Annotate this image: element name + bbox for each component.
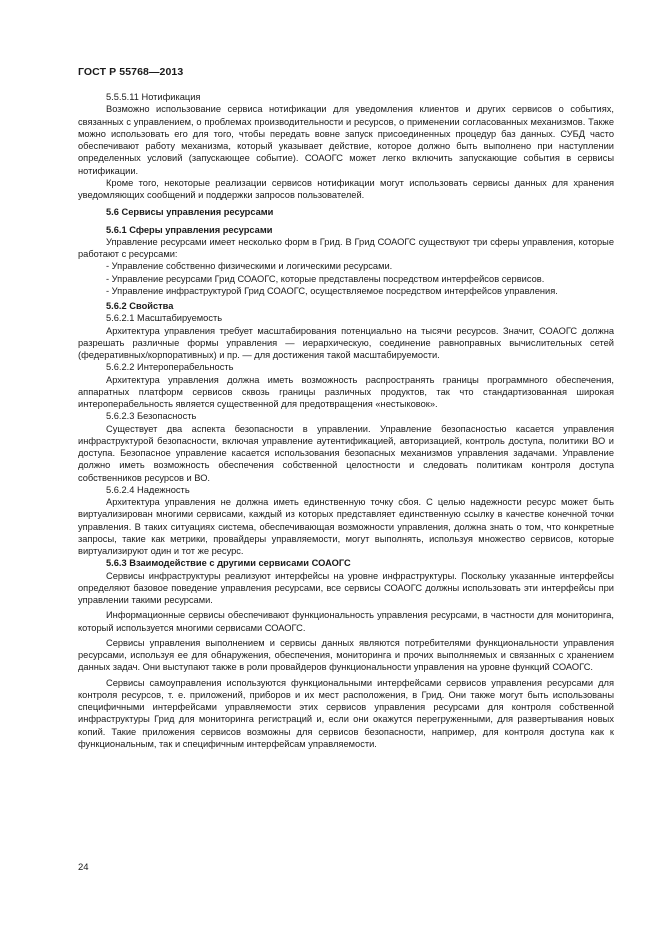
list-item: - Управление собственно физическими и логическими ресурсами.: [106, 261, 393, 272]
paragraph: Возможно использование сервиса нотификации для уведомления клиентов и других сервисов о событиях, связанных с управлением, о проблемах производительности и ресурсов, о применении согласованных механизмов. Также можно использовать его для того, чтобы передать вовне запуск присоединенных процедур баз данных. СУБД часто обеспечивают работу механизма, который указывает действие, которое должно быть выполнено при наступлении определенных условий (запускающее событие). СОАОГС может легко включить запускающие события в сервисы нотификации.: [78, 104, 614, 176]
document-header: ГОСТ Р 55768—2013: [78, 66, 184, 78]
section-heading-5-6: 5.6 Сервисы управления ресурсами: [106, 207, 274, 218]
paragraph: Существует два аспекта безопасности в управлении. Управление безопасностью касается управления инфраструктурой безопасности, включая управление аутентификацией, авторизацией, контроль доступа, политики ВО и доступа. Безопасное управление касается использования безопасных механизмов управления задачами. Управление должно иметь возможность обеспечения собственной целостности и следовать политикам контроля доступа собственников ресурсов и ВО.: [78, 423, 614, 483]
section-heading-5-5-5-11: 5.5.5.11 Нотификация: [106, 92, 201, 102]
page-number: 24: [78, 862, 89, 873]
section-heading-5-6-2-2: 5.6.2.2 Интероперабельность: [106, 362, 234, 373]
document-body: [78, 91, 614, 750]
paragraph: Архитектура управления требует масштабирования потенциально на тысячи ресурсов. Значит, СОАОГС должна разрешать различные формы управления — иерархическую, соединение равноправных вычислительных сетей (федеративных/корпоративных) и пр. — для достижения такой масштабируемости.: [78, 325, 614, 360]
paragraph: Сервисы самоуправления используются функциональными интерфейсами сервисов управления ресурсами для контроля ресурсов, т. е. приложений, приборов и их мест расположения, в Грид. Они также могут быть использованы специфичными интерфейсами управляемости этих сервисов управления ресурсами для контроля собственной инфраструктуры Грид для мониторинга регистраций и, если они окажутся перегруженными, для развертывания новых копий. Такие приложения сервисов возможны для сервисов безопасности, например, для контроля доступа как к функциональным, так и специфичным интерфейсам управляемости.: [78, 677, 614, 749]
paragraph: Сервисы управления выполнением и сервисы данных являются потребителями функциональности управления ресурсами, используя ее для обнаружения, обеспечения, мониторинга и прочих выполняемых и связанных с хранением данных задач. Они выступают также в роли провайдеров функциональности управления на уровне функций СОАОГС.: [78, 637, 614, 673]
paragraph: Управление ресурсами имеет несколько форм в Грид. В Грид СОАОГС существуют три сферы управления, которые работают с ресурсами:: [78, 236, 614, 259]
paragraph: Архитектура управления не должна иметь единственную точку сбоя. С целью надежности ресурс может быть виртуализирован многими сервисами, каждый из которых представляет единственную ссылку в качестве конечной точки управления. В таких ситуациях система, обеспечивающая возможности управления, должна знать о том, что конкретные запросы, такие как метрики, провайдеры управляемости, могут выполнять, используя множество сервисов, которые виртуализируют один и тот же ресурс.: [78, 497, 614, 556]
section-heading-5-6-3: 5.6.3 Взаимодействие с другими сервисами СОАОГС: [106, 558, 351, 569]
paragraph: Сервисы инфраструктуры реализуют интерфейсы на уровне инфраструктуры. Поскольку указанные интерфейсы определяют базовое поведение управления ресурсами, все сервисы СОАОГС должны использовать эти интерфейсы при управлении такими ресурсами.: [78, 570, 614, 605]
paragraph: Архитектура управления должна иметь возможность распространять границы программного обеспечения, аппаратных платформ сервисов сквозь границы различных продуктов, так что стандартизованная широкая интероперабельность является существенной для предотвращения «нестыковок».: [78, 374, 614, 409]
section-heading-5-6-2-1: 5.6.2.1 Масштабируемость: [106, 313, 223, 324]
section-heading-5-6-2-3: 5.6.2.3 Безопасность: [106, 411, 197, 422]
section-heading-5-6-2: 5.6.2 Свойства: [106, 301, 174, 311]
paragraph: Информационные сервисы обеспечивают функциональность управления ресурсами, в частности для мониторинга, который используется многими сервисами СОАОГС.: [78, 610, 614, 633]
list-item: - Управление инфраструктурой Грид СОАОГС, осуществляемое посредством интерфейсов управления.: [106, 285, 558, 296]
section-heading-5-6-1: 5.6.1 Сферы управления ресурсами: [106, 224, 273, 235]
section-heading-5-6-2-4: 5.6.2.4 Надежность: [106, 484, 190, 495]
list-item: - Управление ресурсами Грид СОАОГС, которые представлены посредством интерфейсов сервисов.: [106, 273, 545, 284]
paragraph: Кроме того, некоторые реализации сервисов нотификации могут использовать сервисы данных для хранения уведомляющих сообщений и поддержки запросов пользователей.: [78, 177, 614, 200]
